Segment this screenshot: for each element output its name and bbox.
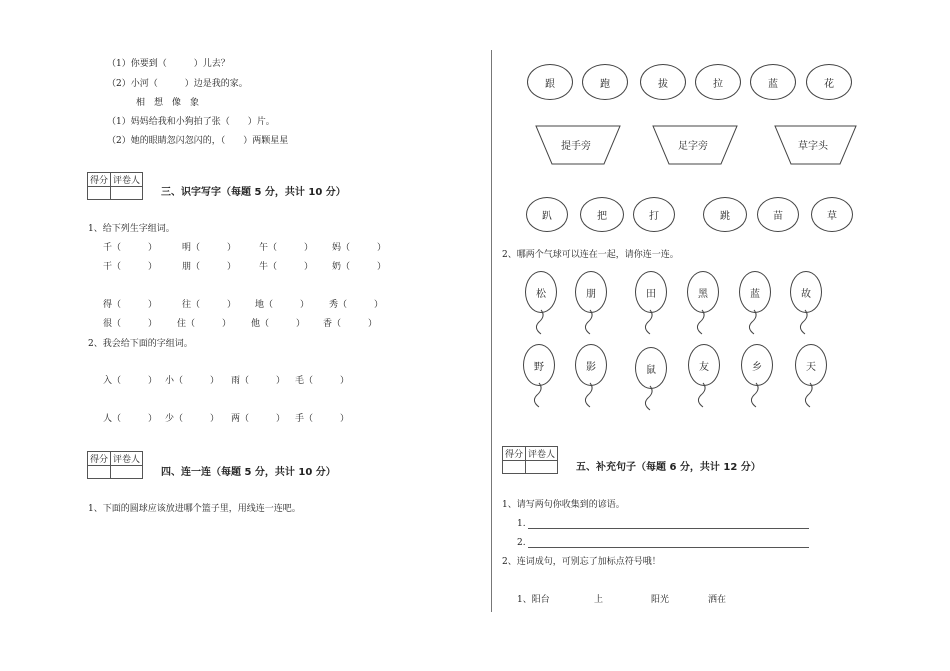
answer-line[interactable] [528, 528, 809, 529]
word-cell: 午（ ） [259, 243, 314, 253]
balloon: 松 [525, 271, 557, 313]
text-line: 相 想 像 象 [136, 98, 200, 108]
balloon-string [585, 383, 592, 407]
balloon-string [805, 383, 812, 407]
word-cell: 得（ ） [103, 300, 158, 310]
word-cell: 朋（ ） [182, 262, 237, 272]
balloon: 朋 [575, 271, 607, 313]
reviewer-label: 评卷人 [111, 173, 143, 187]
balloon-string [800, 310, 807, 334]
ball: 拔 [640, 64, 686, 100]
section-title: 五、补充句子（每题 6 分，共计 12 分） [576, 462, 761, 473]
word-cell: 牛（ ） [259, 262, 314, 272]
word-cell: 他（ ） [251, 319, 306, 329]
section-title: 四、连一连（每题 5 分，共计 10 分） [161, 467, 336, 478]
word-item: 洒在 [708, 595, 727, 605]
balloon: 故 [790, 271, 822, 313]
balloon-string [697, 310, 704, 334]
balloon: 天 [795, 344, 827, 386]
word-item: 阳光 [651, 595, 670, 605]
word-cell: 入（ ） [103, 376, 158, 386]
balloon-string [534, 383, 541, 407]
blank-label: 2. [517, 538, 526, 548]
answer-line[interactable] [528, 547, 809, 548]
balloon-string [585, 310, 592, 334]
text-line: （1）你要到（ ）儿去？ [107, 59, 230, 69]
balloon: 乡 [741, 344, 773, 386]
score-box [502, 446, 558, 474]
word-cell: 明（ ） [182, 243, 237, 253]
word-cell: 干（ ） [103, 262, 158, 272]
ball: 苗 [757, 197, 799, 232]
section-title: 三、识字写字（每题 5 分，共计 10 分） [161, 187, 346, 198]
basket-label: 草字头 [798, 141, 828, 152]
balloon: 影 [575, 344, 607, 386]
word-cell: 小（ ） [165, 376, 220, 386]
balloon-string [645, 310, 652, 334]
word-cell: 很（ ） [103, 319, 158, 329]
balloon-string [749, 310, 756, 334]
score-label: 得分 [88, 173, 111, 187]
word-item: 上 [594, 595, 604, 605]
ball: 打 [633, 197, 675, 232]
balloon: 友 [688, 344, 720, 386]
word-cell: 人（ ） [103, 414, 158, 424]
question: 1、请写两句你收集到的谚语。 [502, 500, 625, 510]
word-cell: 香（ ） [323, 319, 378, 329]
ball: 拉 [695, 64, 741, 100]
reviewer-label: 评卷人 [111, 452, 143, 466]
word-cell: 少（ ） [165, 414, 220, 424]
word-cell: 千（ ） [103, 243, 158, 253]
blank-label: 1. [517, 519, 526, 529]
reviewer-label: 评卷人 [526, 447, 558, 461]
text-line: （1）妈妈给我和小狗拍了张（ ）片。 [107, 117, 275, 127]
question: 2、哪两个气球可以连在一起，请你连一连。 [502, 250, 679, 260]
ball: 草 [811, 197, 853, 232]
ball: 跳 [703, 197, 747, 232]
word-cell: 住（ ） [177, 319, 232, 329]
balloon: 鼠 [635, 347, 667, 389]
ball: 跟 [527, 64, 573, 100]
balloon: 野 [523, 344, 555, 386]
ball: 蓝 [750, 64, 796, 100]
balloon-string [536, 310, 543, 334]
word-cell: 秀（ ） [329, 300, 384, 310]
balloon-string [698, 383, 705, 407]
ball: 趴 [526, 197, 568, 232]
score-label: 得分 [88, 452, 111, 466]
word-cell: 两（ ） [231, 414, 286, 424]
basket-label: 提手旁 [561, 141, 591, 152]
ball: 跑 [582, 64, 628, 100]
question: 2、连词成句，可别忘了加标点符号哦！ [502, 557, 661, 567]
question: 1、下面的圆球应该放进哪个篮子里，用线连一连吧。 [88, 504, 301, 514]
ball: 把 [580, 197, 624, 232]
balloon: 田 [635, 271, 667, 313]
balloon: 蓝 [739, 271, 771, 313]
balloon-string [645, 386, 652, 410]
question: 2、我会给下面的字组词。 [88, 339, 193, 349]
word-cell: 奶（ ） [332, 262, 387, 272]
word-cell: 毛（ ） [295, 376, 350, 386]
score-label: 得分 [503, 447, 526, 461]
word-cell: 雨（ ） [231, 376, 286, 386]
word-item: 1、阳台 [517, 595, 550, 605]
ball: 花 [806, 64, 852, 100]
word-cell: 妈（ ） [332, 243, 387, 253]
balloon: 黑 [687, 271, 719, 313]
word-cell: 地（ ） [255, 300, 310, 310]
balloon-string [751, 383, 758, 407]
text-line: （2）小河（ ）边是我的家。 [107, 79, 248, 89]
word-cell: 手（ ） [295, 414, 350, 424]
basket-label: 足字旁 [678, 141, 708, 152]
text-line: （2）她的眼睛忽闪忽闪的，（ ）两颗星星 [107, 136, 289, 146]
question: 1、给下列生字组词。 [88, 224, 175, 234]
word-cell: 往（ ） [182, 300, 237, 310]
